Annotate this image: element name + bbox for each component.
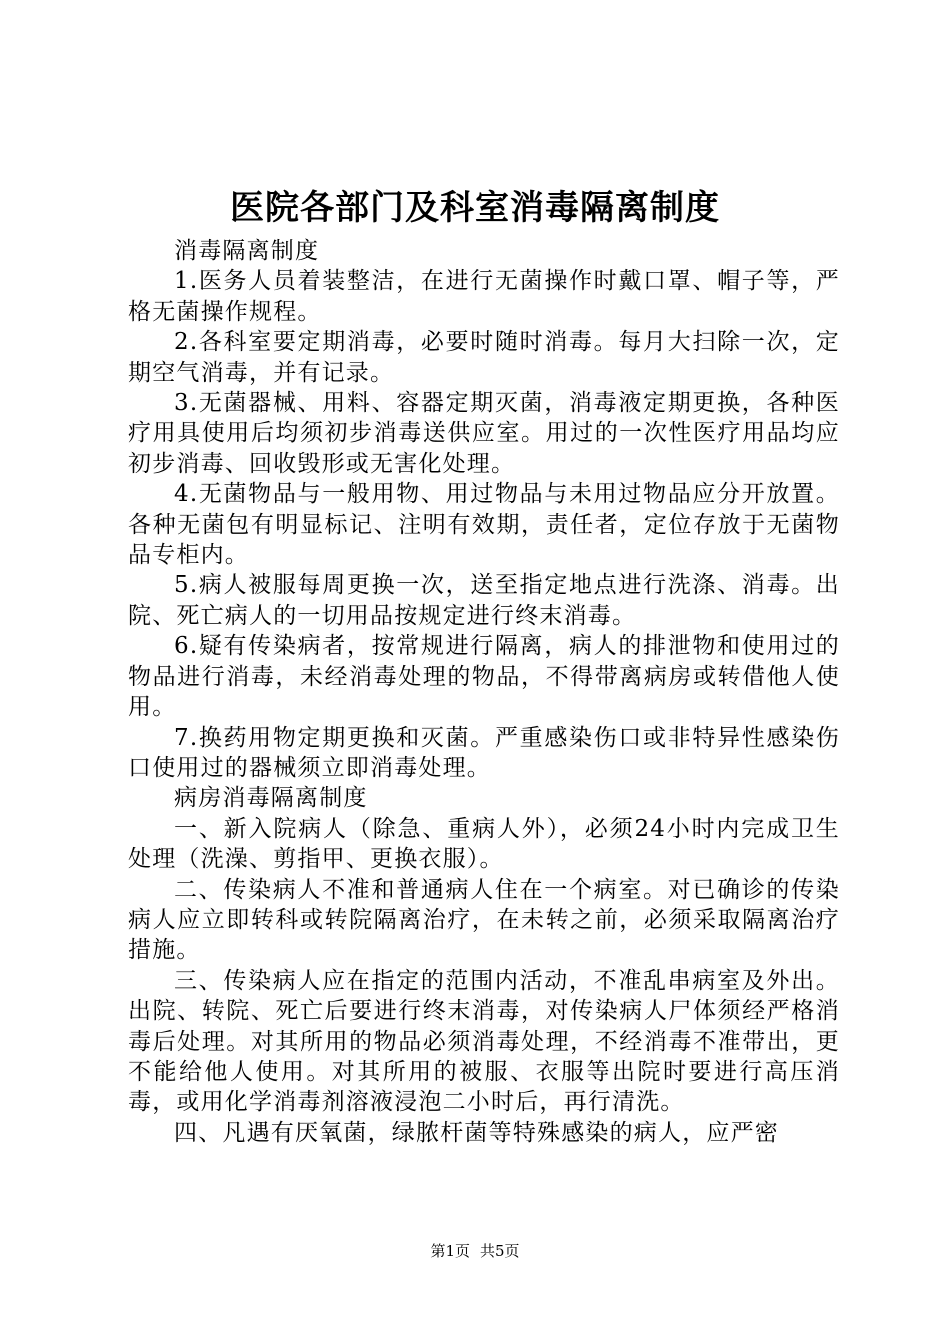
paragraph: 7.换药用物定期更换和灭菌。严重感染伤口或非特异性感染伤口使用过的器械须立即消毒处理。: [128, 724, 840, 781]
paragraph: 5.病人被服每周更换一次，送至指定地点进行洗涤、消毒。出院、死亡病人的一切用品按规定进行终末消毒。: [128, 572, 840, 629]
page-footer: [0, 1241, 950, 1261]
paragraph: 一、新入院病人（除急、重病人外），必须24小时内完成卫生处理（洗澡、剪指甲、更换衣服）。: [128, 815, 840, 873]
paragraph: 三、传染病人应在指定的范围内活动，不准乱串病室及外出。出院、转院、死亡后要进行终末消毒，对传染病人尸体须经严格消毒后处理。对其所用的物品必须消毒处理，不经消毒不准带出，更不能给他人使用。对其所用的被服、衣服等出院时要进行高压消毒，或用化学消毒剂溶液浸泡二小时后，再行清洗。: [128, 967, 840, 1116]
total-pages: 共5页: [480, 1242, 520, 1260]
paragraph: 四、凡遇有厌氧菌，绿脓杆菌等特殊感染的病人，应严密: [174, 1119, 779, 1146]
paragraph: 4.无菌物品与一般用物、用过物品与未用过物品应分开放置。各种无菌包有明显标记、注明有效期，责任者，定位存放于无菌物品专柜内。: [128, 481, 840, 569]
section-heading: 病房消毒隔离制度: [174, 785, 368, 812]
document-body: [128, 236, 840, 1148]
paragraph: 3.无菌器械、用料、容器定期灭菌，消毒液定期更换，各种医疗用具使用后均须初步消毒送供应室。用过的一次性医疗用品均应初步消毒、回收毁形或无害化处理。: [128, 390, 840, 477]
paragraph: 2.各科室要定期消毒，必要时随时消毒。每月大扫除一次，定期空气消毒，并有记录。: [128, 329, 840, 386]
document-title: 医院各部门及科室消毒隔离制度: [230, 188, 720, 228]
section-heading: 消毒隔离制度: [174, 238, 320, 264]
paragraph: 1.医务人员着装整洁，在进行无菌操作时戴口罩、帽子等，严格无菌操作规程。: [128, 268, 840, 325]
page-number: 第1页: [430, 1242, 470, 1260]
paragraph: 二、传染病人不准和普通病人住在一个病室。对已确诊的传染病人应立即转科或转院隔离治疗，在未转之前，必须采取隔离治疗措施。: [128, 876, 840, 964]
paragraph: 6.疑有传染病者，按常规进行隔离，病人的排泄物和使用过的物品进行消毒，未经消毒处理的物品，不得带离病房或转借他人使用。: [128, 633, 840, 721]
